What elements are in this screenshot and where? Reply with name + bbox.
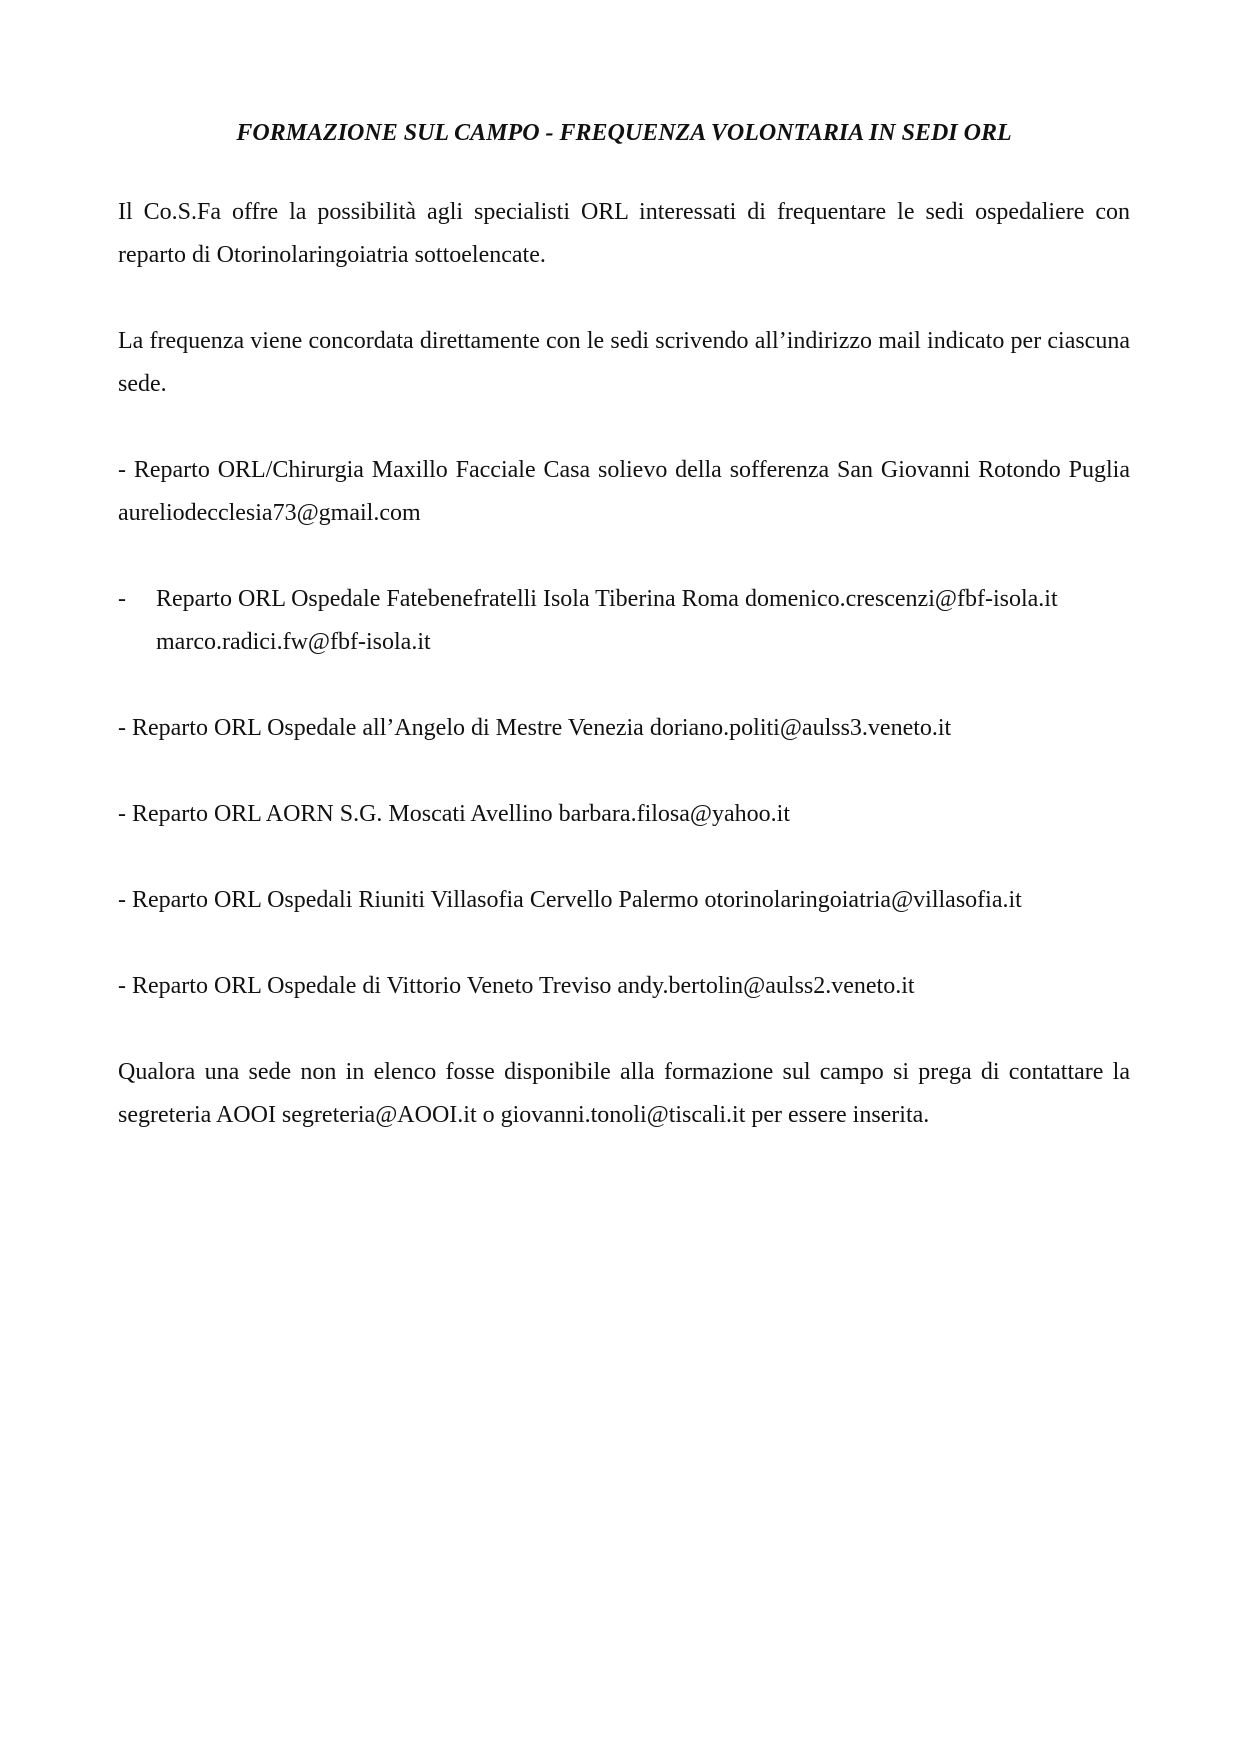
site-item-palermo: - Reparto ORL Ospedali Riuniti Villasofia Cervello Palermo otorinolaringoiatria@villasofia.it xyxy=(118,887,1022,913)
site-item-mestre: - Reparto ORL Ospedale all’Angelo di Mestre Venezia doriano.politi@aulss3.veneto.it xyxy=(118,715,952,741)
document-page xyxy=(118,115,1130,1137)
site-item-line: Reparto ORL Ospedale Fatebenefratelli Isola Tiberina Roma domenico.crescenzi@fbf-isola.it xyxy=(156,586,1058,612)
site-item-email: marco.radici.fw@fbf-isola.it xyxy=(156,629,431,655)
frequency-paragraph: La frequenza viene concordata direttamente con le sedi scrivendo all’indirizzo mail indicato per ciascuna sede. xyxy=(118,328,1130,397)
site-item-body xyxy=(156,578,1130,664)
site-item-isola-tiberina xyxy=(118,578,1130,664)
site-item-avellino: - Reparto ORL AORN S.G. Moscati Avellino barbara.filosa@yahoo.it xyxy=(118,801,790,827)
closing-paragraph: Qualora una sede non in elenco fosse disponibile alla formazione sul campo si prega di contattare la segreteria AOOI segreteria@AOOI.it o giovanni.tonoli@tiscali.it per essere inserita. xyxy=(118,1059,1130,1128)
site-item-san-giovanni-rotondo: - Reparto ORL/Chirurgia Maxillo Facciale Casa solievo della sofferenza San Giovanni Rotondo Puglia aureliodecclesia73@gmail.com xyxy=(118,457,1130,526)
intro-paragraph: Il Co.S.Fa offre la possibilità agli specialisti ORL interessati di frequentare le sedi ospedaliere con reparto di Otorinolaringoiatria sottoelencate. xyxy=(118,199,1130,268)
site-item-treviso: - Reparto ORL Ospedale di Vittorio Veneto Treviso andy.bertolin@aulss2.veneto.it xyxy=(118,973,915,999)
page-title: FORMAZIONE SUL CAMPO - FREQUENZA VOLONTARIA IN SEDI ORL xyxy=(236,120,1012,146)
list-dash: - xyxy=(118,586,126,612)
